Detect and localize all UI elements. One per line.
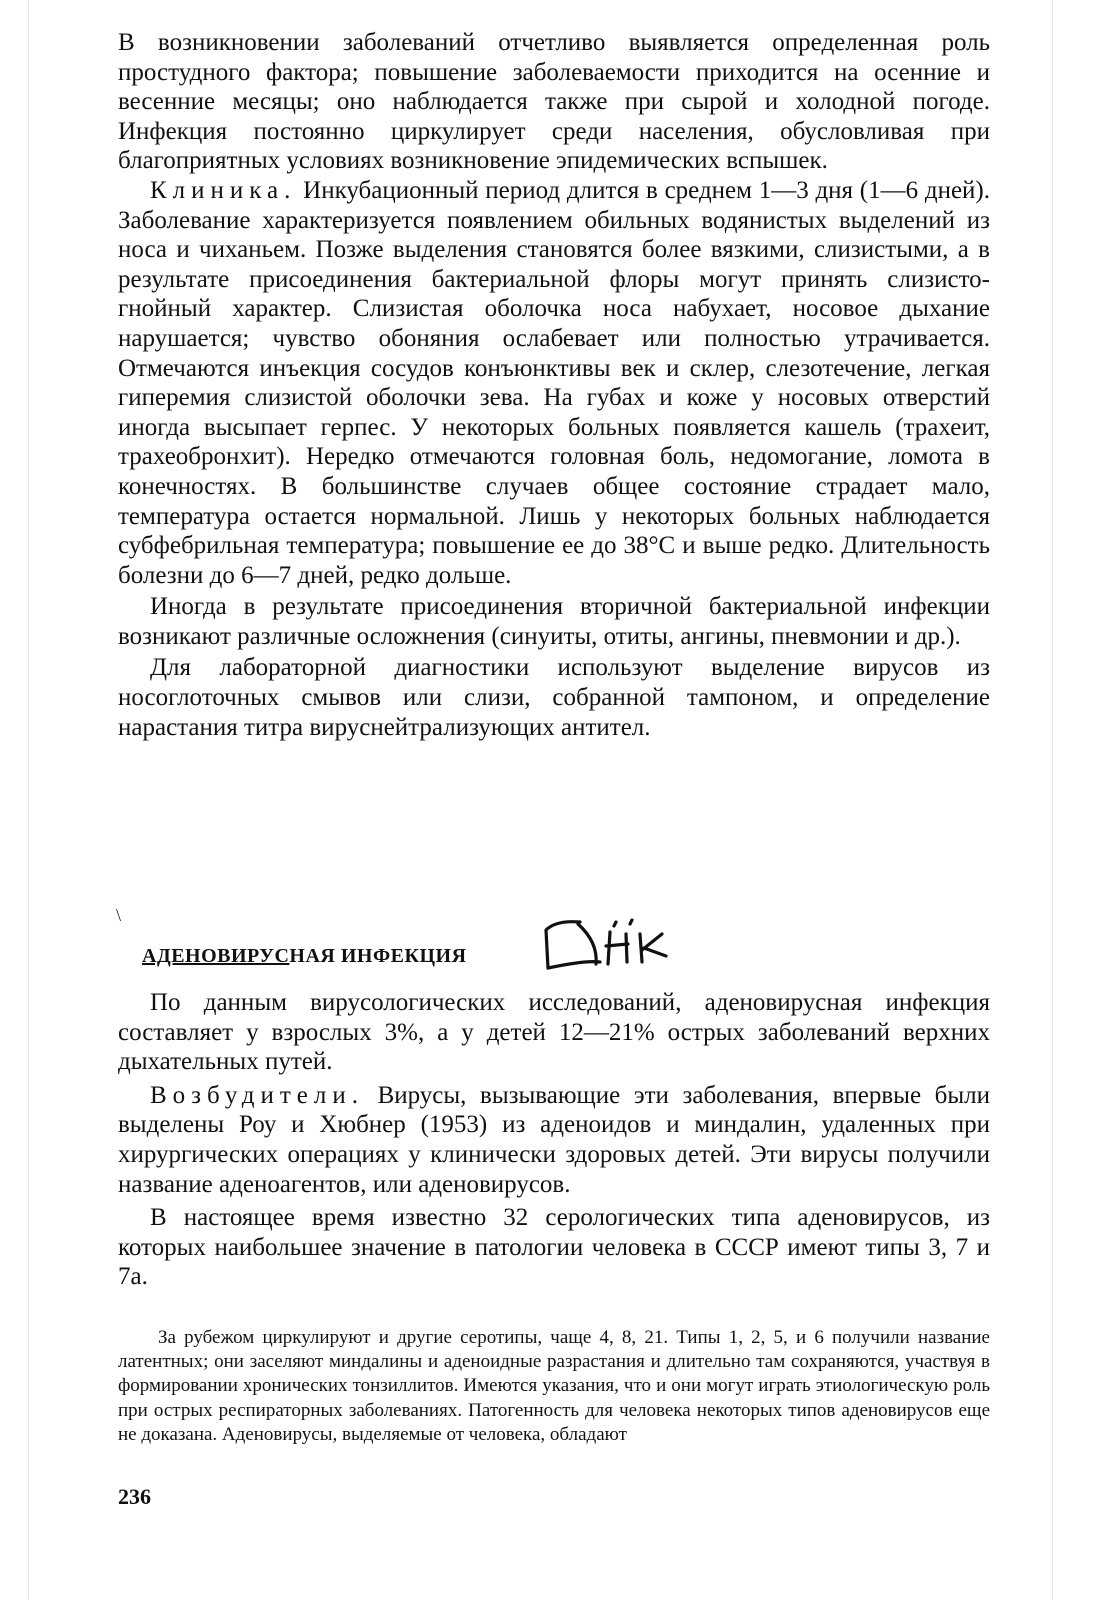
heading-underlined-part: АДЕНОВИРУС (142, 945, 290, 967)
paragraph-statistics: По данным вирусологических исследований, аденовирусная инфекция составляет у взрослых 3%, а у детей 12—21% острых заболеваний верхних дыхательных путей. (118, 989, 990, 1076)
agents-text: Вирусы, вызывающие эти заболевания, впервые были выделены Роу и Хюбнер (1953) из аденоидов и миндалин, удаленных при хирургических операциях у клинически здоровых детей. Эти вирусы получили название аденоагентов, или аденовирусов. (118, 1081, 990, 1198)
section-heading (142, 945, 467, 968)
footnote-text (118, 1326, 990, 1447)
footnote-paragraph: За рубежом циркулируют и другие серотипы, чаще 4, 8, 21. Типы 1, 2, 5, и 6 получили название латентных; они заселяют миндалины и аденоидные разрастания и длительно там сохраняются, участвуя в формировании хронических тонзиллитов. Имеются указания, что и они могут играть этиологическую роль при острых респираторных заболеваниях. Патогенность для человека некоторых типов аденовирусов еще не доказана. Аденовирусы, выделяемые от человека, обладают (118, 1327, 990, 1445)
main-text-top (118, 28, 990, 742)
heading-rest: НАЯ ИНФЕКЦИЯ (289, 945, 467, 967)
page-edge-left (28, 0, 29, 1600)
page-number: 236 (118, 1484, 151, 1509)
paragraph-clinic (118, 176, 990, 590)
paragraph-diagnostics: Для лабораторной диагностики используют выделение вирусов из носоглоточных смывов или слизи, собранной тампоном, и определение нарастания титра вируснейтрализующих антител. (118, 654, 990, 741)
main-text-bottom (118, 988, 990, 1296)
scan-mark: \ (116, 905, 122, 925)
clinic-label: Клиника. (150, 176, 297, 204)
paragraph-complications: Иногда в результате присоединения вторичной бактериальной инфекции возникают различные осложнения (синуиты, отиты, ангины, пневмонии и др.). (118, 593, 990, 650)
agents-label: Возбудители. (150, 1081, 364, 1109)
clinic-text: Инкубационный период длится в среднем 1—3 дня (1—6 дней). Заболевание характеризуется появлением обильных водянистых выделений из носа и чиханьем. Позже выделения становятся более вязкими, слизистыми, а в результате присоединения бактериальной флоры могут принять слизисто-гнойный характер. Слизистая оболочка носа набухает, носовое дыхание нарушается; чувство обоняния ослабевает или полностью утрачивается. Отмечаются инъекция сосудов конъюнктивы век и склер, слезотечение, легкая гиперемия слизистой оболочки зева. На губах и коже у носовых отверстий иногда высыпает герпес. У некоторых больных появляется кашель (трахеит, трахеобронхит). Нередко отмечаются головная боль, недомогание, ломота в конечностях. В большинстве случаев общее состояние страдает мало, температура остается нормальной. Лишь у некоторых больных наблюдается субфебрильная температура; повышение ее до 38°С и выше редко. Длительность болезни до 6—7 дней, редко дольше. (118, 176, 990, 589)
paragraph-cold-factor: В возникновении заболеваний отчетливо выявляется определенная роль простудного фактора; повышение заболеваемости приходится на осенние и весенние месяцы; оно наблюдается также при сырой и холодной погоде. Инфекция постоянно циркулирует среди населения, обусловливая при благоприятных условиях возникновение эпидемических вспышек. (118, 29, 990, 175)
handwritten-note (536, 912, 696, 980)
paragraph-serotypes: В настоящее время известно 32 серологических типа аденовирусов, из которых наибольшее значение в патологии человека в СССР имеют типы 3, 7 и 7а. (118, 1204, 990, 1291)
page-edge-right (1052, 0, 1053, 1600)
paragraph-agents (118, 1081, 990, 1199)
